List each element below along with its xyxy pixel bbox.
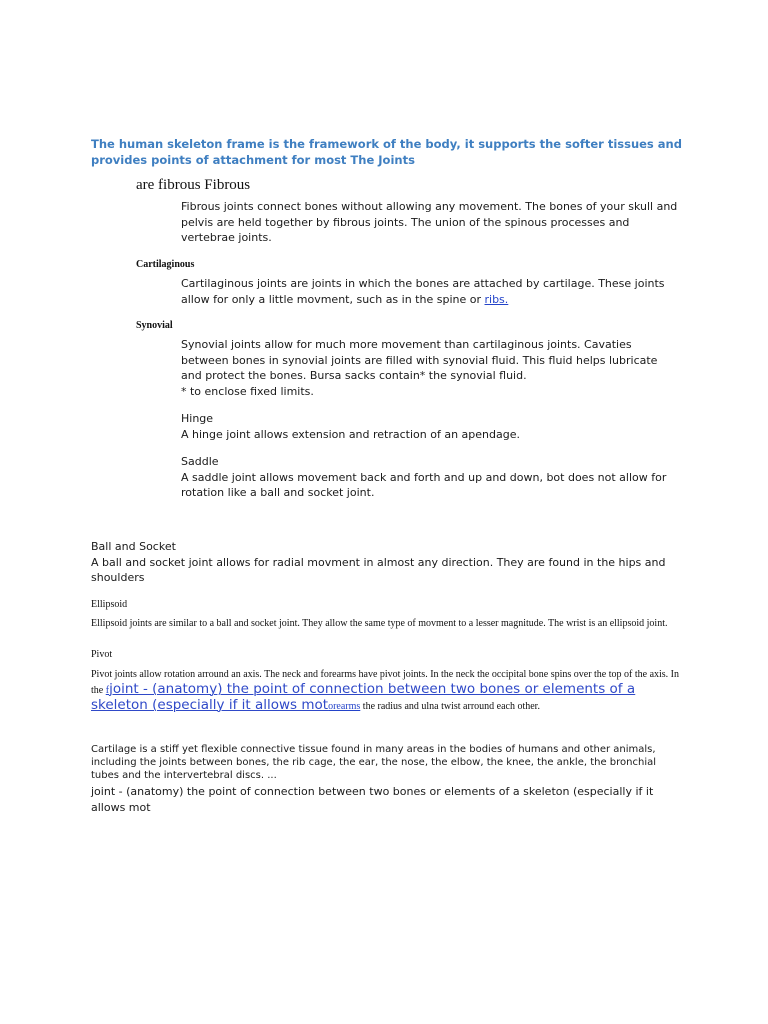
cartilage-footnote: Cartilage is a stiff yet flexible connective tissue found in many areas in the bodies of humans and other animals, including the joints between bones, the rib cage, the ear, the nose, the elbow, the knee, the ankle, the bronchial tubes and the intervertebral discs. ...: [91, 744, 657, 781]
synovial-body: [181, 337, 681, 399]
ball-socket-heading: Ball and Socket: [91, 540, 176, 553]
ribs-link[interactable]: ribs.: [484, 292, 509, 306]
cartilaginous-heading: Cartilaginous: [136, 259, 195, 270]
hinge-heading: Hinge: [181, 412, 214, 425]
synovial-heading: Synovial: [136, 320, 173, 331]
synovial-paragraph: Synovial joints allow for much more movement than cartilaginous joints. Cavaties between bones in synovial joints are filled with synovial fluid. This fluid helps lubricate and protect the bones. Bursa sacks contain* the synovial fluid.: [181, 338, 658, 382]
hinge-body: A hinge joint allows extension and retraction of an apendage.: [181, 427, 520, 441]
ellipsoid-heading: Ellipsoid: [91, 599, 128, 610]
cartilaginous-text: Cartilaginous joints are joints in which the bones are attached by cartilage. These joints allow for only a little movment, such as in the spine or: [181, 277, 665, 306]
pivot-body: [91, 667, 681, 714]
forearms-link-tail: orearms: [328, 701, 361, 712]
cartilaginous-body: [181, 276, 681, 307]
ball-socket-section: [91, 539, 676, 586]
forearms-link-lead: f: [105, 685, 110, 696]
ellipsoid-body: Ellipsoid joints are similar to a ball and socket joint. They allow the same type of movment to a lesser magnitude. The wrist is an ellipsoid joint.: [91, 618, 668, 629]
synovial-footnote: * to enclose fixed limits.: [181, 384, 314, 398]
saddle-body: A saddle joint allows movement back and forth and up and down, bot does not allow for rotation like a ball and socket joint.: [181, 470, 667, 499]
fibrous-body: Fibrous joints connect bones without allowing any movement. The bones of your skull and pelvis are held together by fibrous joints. The union of the spinous processes and vertebrae joints.: [181, 200, 678, 244]
joint-definition-popup: joint - (anatomy) the point of connection between two bones or elements of a skeleton (especially if it allows mot: [91, 681, 636, 713]
saddle-heading: Saddle: [181, 455, 219, 468]
saddle-section: [181, 454, 681, 501]
joint-footnote: joint - (anatomy) the point of connection between two bones or elements of a skeleton (especially if it allows mot: [91, 785, 654, 814]
pivot-text-start: Pivot joints allow rotation arround an axis. The neck and forearms have pivot joints. In the neck the occipital bone spins over the top of the axis. In the: [91, 669, 680, 696]
ball-socket-body: A ball and socket joint allows for radial movment in almost any direction. They are found in the hips and shoulders: [91, 555, 666, 584]
pivot-text-end: the radius and ulna twist arround each other.: [362, 701, 540, 712]
fibrous-heading: are fibrous Fibrous: [136, 177, 251, 193]
intro-paragraph: The human skeleton frame is the framework of the body, it supports the softer tissues and provides points of attachment for most The Joints: [91, 137, 682, 167]
pivot-heading: Pivot: [91, 649, 113, 660]
hinge-section: [181, 411, 681, 442]
